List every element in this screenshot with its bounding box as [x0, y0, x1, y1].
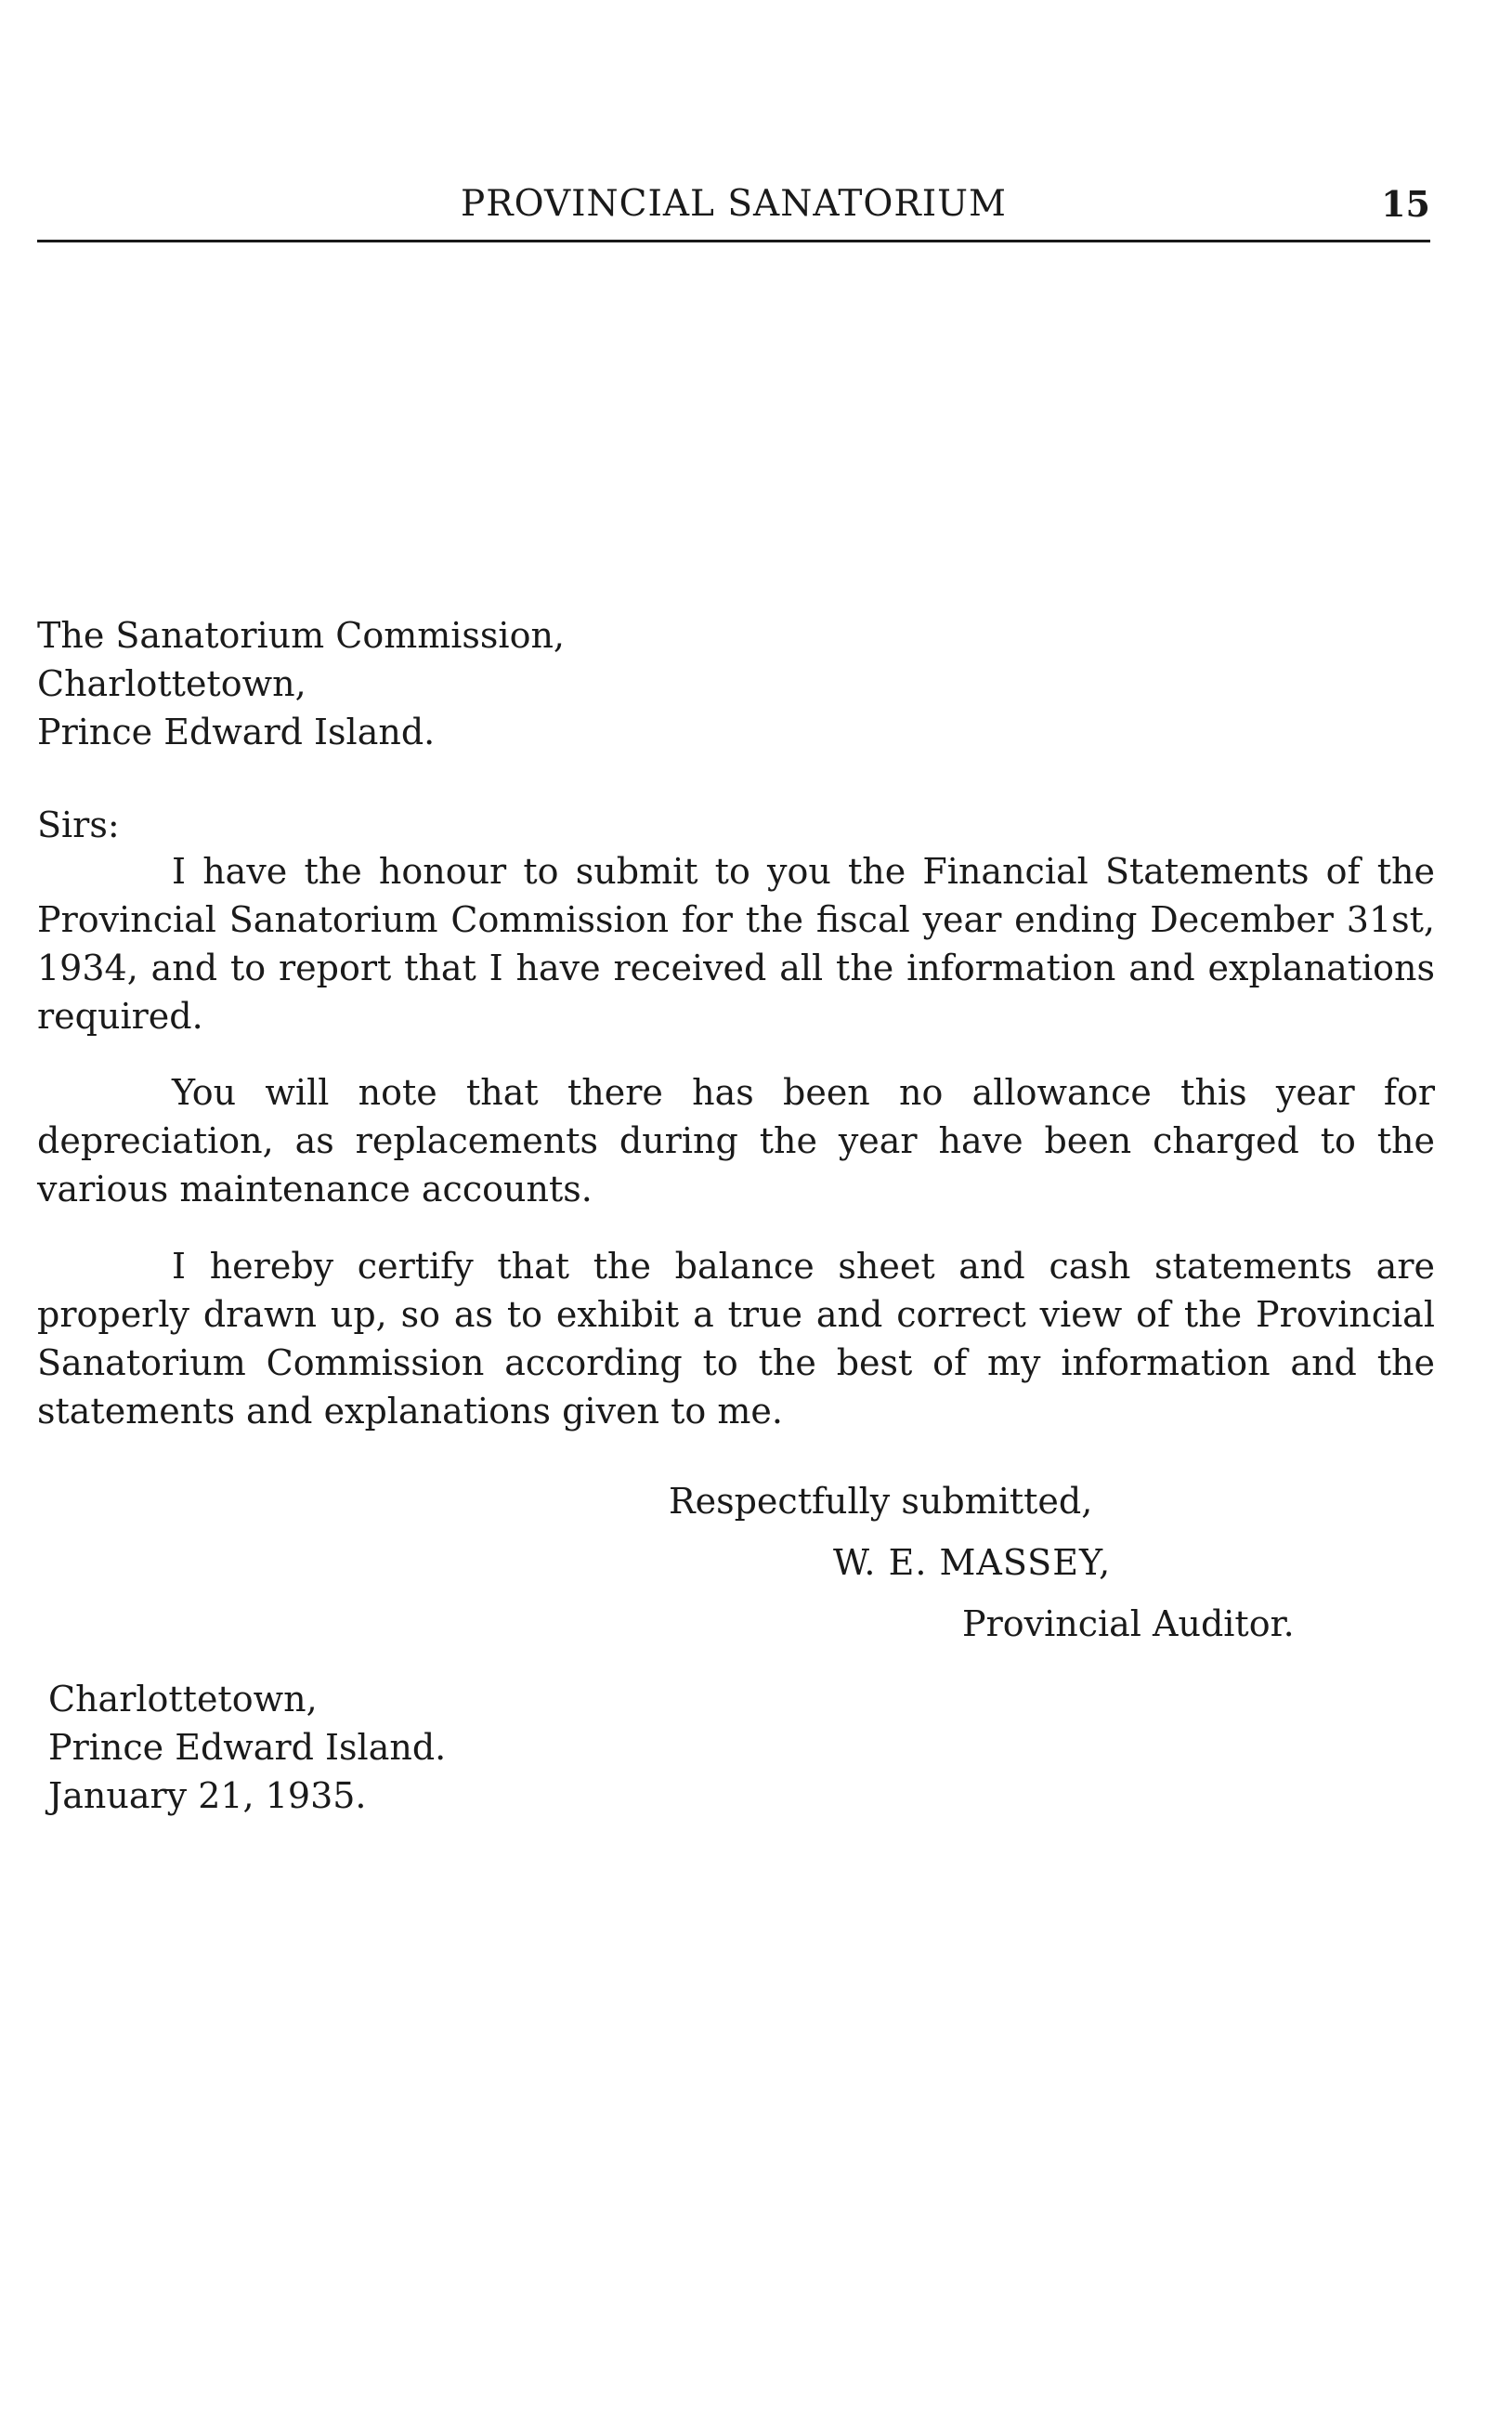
address-line: Charlottetown,	[37, 663, 306, 704]
signatory-name: W. E. MASSEY,	[833, 1542, 1112, 1583]
recipient-address	[37, 611, 565, 756]
header-rule	[37, 240, 1430, 242]
address-line: The Sanatorium Commission,	[37, 615, 566, 656]
running-header	[37, 177, 1430, 232]
place-and-date	[48, 1675, 446, 1820]
body-paragraph	[37, 847, 1435, 1040]
address-line: Prince Edward Island.	[37, 712, 436, 752]
paragraph-text: You will note that there has been no allowance this year for depreciation, as replacements during the year have been charged to the various maintenance accounts.	[37, 1072, 1435, 1210]
running-title: PROVINCIAL SANATORIUM	[461, 183, 1007, 225]
body-paragraph	[37, 1242, 1435, 1435]
page-number: 15	[1381, 183, 1430, 225]
body-paragraph	[37, 1068, 1435, 1213]
signatory-title: Provincial Auditor.	[962, 1603, 1295, 1644]
date-line: January 21, 1935.	[48, 1775, 367, 1816]
place-line: Prince Edward Island.	[48, 1727, 447, 1768]
signature-closing: Respectfully submitted,	[669, 1481, 1093, 1522]
paragraph-text: I have the honour to submit to you the Financial Statements of the Provincial Sanatorium Commission for the fiscal year ending December 31st, 1934, and to report that I have received all the information and explanations required.	[37, 851, 1435, 1037]
salutation: Sirs:	[37, 804, 120, 845]
place-line: Charlottetown,	[48, 1679, 318, 1719]
paragraph-text: I hereby certify that the balance sheet and cash statements are properly drawn up, so as to exhibit a true and correct view of the Provincial Sanatorium Commission according to the best of my information and the statements and explanations given to me.	[37, 1246, 1435, 1432]
